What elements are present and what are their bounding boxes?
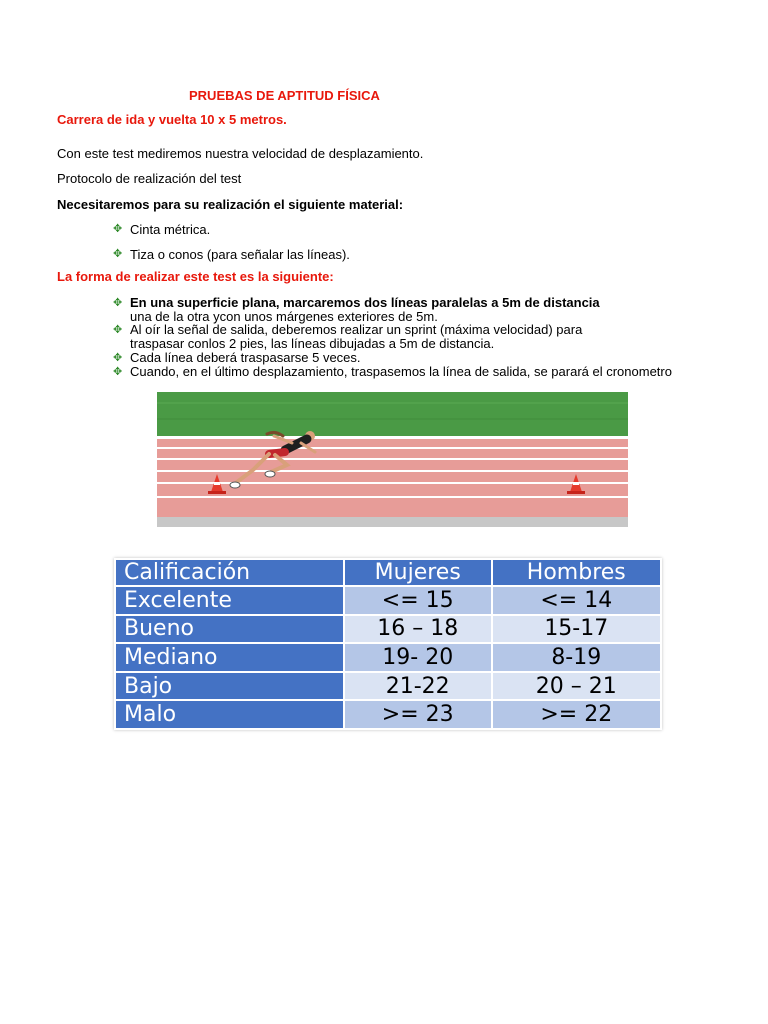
column-header: Calificación [116, 560, 343, 585]
women-value: <= 15 [345, 587, 491, 614]
materials-item-text: Tiza o conos (para señalar las líneas). [130, 247, 350, 262]
test-subtitle: Carrera de ida y vuelta 10 x 5 metros. [57, 112, 287, 127]
step-text-continued: una de la otra ycon unos márgenes exteriores de 5m. [130, 309, 438, 324]
method-heading: La forma de realizar este test es la siguiente: [57, 269, 334, 284]
women-value: 16 – 18 [345, 616, 491, 643]
column-header: Hombres [493, 560, 660, 585]
table-row [116, 587, 660, 614]
grade-label: Bueno [116, 616, 343, 643]
column-header: Mujeres [345, 560, 491, 585]
step-text: Cuando, en el último desplazamiento, traspasemos la línea de salida, se parará el cronometro [130, 364, 672, 379]
star-bullet-icon: ✥ [113, 223, 123, 235]
grade-label: Bajo [116, 673, 343, 700]
step-text: Cada línea deberá traspasarse 5 veces. [130, 350, 361, 365]
step-text: En una superficie plana, marcaremos dos líneas paralelas a 5m de distancia [130, 295, 600, 310]
star-bullet-icon: ✥ [113, 366, 123, 378]
women-value: 19- 20 [345, 644, 491, 671]
star-bullet-icon: ✥ [113, 248, 123, 260]
step-text: Al oír la señal de salida, deberemos realizar un sprint (máxima velocidad) para [130, 322, 583, 337]
men-value: 15-17 [493, 616, 660, 643]
grade-label: Mediano [116, 644, 343, 671]
grade-label: Excelente [116, 587, 343, 614]
men-value: 8-19 [493, 644, 660, 671]
materials-heading: Necesitaremos para su realización el siguiente material: [57, 197, 404, 212]
men-value: >= 22 [493, 701, 660, 728]
grade-label: Malo [116, 701, 343, 728]
materials-item-text: Cinta métrica. [130, 222, 211, 237]
table-row [116, 673, 660, 700]
men-value: <= 14 [493, 587, 660, 614]
protocol-text: Protocolo de realización del test [57, 171, 242, 186]
table-row [116, 644, 660, 671]
step-text-continued: traspasar conlos 2 pies, las líneas dibujadas a 5m de distancia. [130, 336, 495, 351]
table-row [116, 701, 660, 728]
women-value: >= 23 [345, 701, 491, 728]
star-bullet-icon: ✥ [113, 352, 123, 364]
star-bullet-icon: ✥ [113, 324, 123, 336]
table-row [116, 616, 660, 643]
women-value: 21-22 [345, 673, 491, 700]
grass-area [157, 392, 628, 439]
track-illustration [157, 392, 628, 527]
grades-table [114, 558, 662, 730]
page-title: PRUEBAS DE APTITUD FÍSICA [189, 88, 380, 103]
table-header-row [116, 560, 660, 585]
intro-text: Con este test mediremos nuestra velocidad de desplazamiento. [57, 146, 424, 161]
star-bullet-icon: ✥ [113, 297, 123, 309]
men-value: 20 – 21 [493, 673, 660, 700]
